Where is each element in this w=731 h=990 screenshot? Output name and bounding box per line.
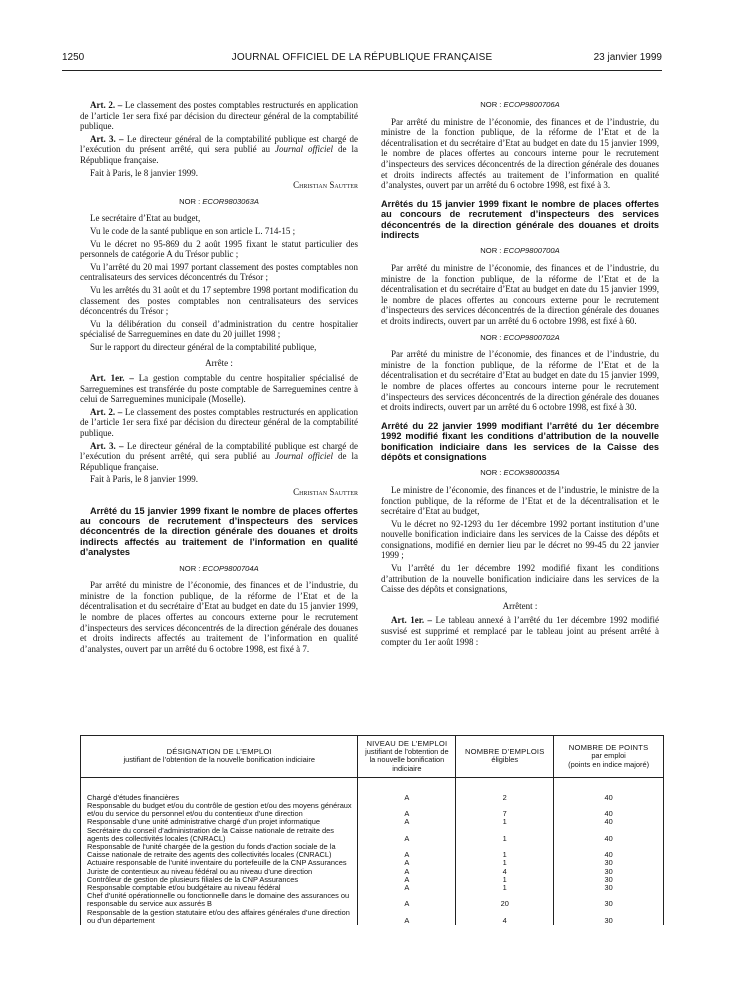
right-column [381, 100, 659, 649]
table-row [81, 892, 664, 908]
arretent: Arrêtent : [502, 600, 538, 611]
points-cell: 40 [554, 802, 664, 818]
table-row [81, 843, 664, 859]
niveau-cell: A [358, 794, 456, 802]
vu-2: Vu le décret no 95-869 du 2 août 1995 fixant le statut particulier des personnels de catégorie A du Trésor public ; [80, 238, 358, 260]
nor-reference-3: NOR : ECOP9800706A [480, 100, 560, 109]
points-cell: 30 [554, 909, 664, 925]
nor-reference-5: NOR : ECOP9800702A [480, 332, 560, 342]
designation-cell: Chargé d’études financières [81, 794, 358, 802]
niveau-cell: A [358, 884, 456, 892]
decree-title-1: Arrêté du 15 janvier 1999 fixant le nombre de places offertes au concours de recrutement d’inspecteurs des services déconcentrés de la direction générale des douanes et droits indirects affectés au traitement de l’information en qualité d’analystes [80, 505, 358, 558]
nbi-table [80, 735, 664, 925]
niveau-cell: A [358, 802, 456, 818]
nor-reference-6: NOR : ECOK9800035A [480, 468, 560, 478]
header-rule [62, 70, 662, 71]
designation-cell: Contrôleur de gestion de plusieurs filiales de la CNP Assurances [81, 876, 358, 884]
header-nombre-points: NOMBRE DE POINTS par emploi (points en indice majoré) [554, 736, 664, 778]
designation-cell: Secrétaire du conseil d’administration de la Caisse nationale de retraite des agents des collectivités locales (CNRACL) [81, 827, 358, 843]
table-row [81, 909, 664, 925]
designation-cell: Responsable de l’unité chargée de la gestion du fonds d’action sociale de la Caisse nationale de retraite des agents des collectivités locales (CNRACL) [81, 843, 358, 859]
signature: Christian Sautter [293, 180, 358, 191]
niveau-cell: A [358, 892, 456, 908]
decree-paragraph-5: Le ministre de l’économie, des finances et de l’industrie, le ministre de la fonction publique, de la réforme de l’Etat et de la décentralisation et le secrétaire d’Etat au budget, [381, 484, 659, 517]
nor-reference-4: NOR : ECOP9800700A [480, 246, 560, 256]
article-2b: Art. 2. – Le classement des postes comptables restructurés en application de l’article 1er sera fixé par décision du directeur général de la comptabilité publique. [80, 406, 358, 439]
points-cell: 30 [554, 876, 664, 884]
emplois-cell: 20 [456, 892, 554, 908]
designation-cell: Chef d’unité opérationnelle ou fonctionnelle dans le domaine des assurances ou responsable du service aux assurés B [81, 892, 358, 908]
nor-reference: NOR : ECOR9803063A [179, 196, 259, 206]
designation-cell: Responsable d’une unité administrative chargé d’un projet informatique [81, 818, 358, 826]
vu-1: Vu le code de la santé publique en son article L. 714-15 ; [90, 225, 296, 236]
intro: Le secrétaire d’Etat au budget, [90, 213, 201, 224]
nor-reference-2: NOR : ECOP9800704A [179, 563, 259, 573]
emplois-cell: 4 [456, 868, 554, 876]
points-cell: 30 [554, 884, 664, 892]
points-cell: 30 [554, 892, 664, 908]
decree-paragraph-3: Par arrêté du ministre de l’économie, des finances et de l’industrie, du ministre de la fonction publique, de la réforme de l’Etat et de la décentralisation et du secrétaire d’Etat au budget en date du 15 janvier 1999, le nombre de places offertes au concours externe pour le recrutement d’inspecteurs des services déconcentrés de la direction générale des douanes et droits indirects, ouvert par un arrêté du 6 octobre 1998, est fixé à 60. [381, 262, 659, 326]
niveau-cell: A [358, 827, 456, 843]
emplois-cell: 1 [456, 818, 554, 826]
emplois-cell: 1 [456, 876, 554, 884]
designation-cell: Responsable du budget et/ou du contrôle de gestion et/ou des moyens généraux et/ou du service du personnel et/ou du contentieux d’une direction [81, 802, 358, 818]
points-cell: 40 [554, 827, 664, 843]
vu-3: Vu l’arrêté du 20 mai 1997 portant classement des postes comptables non centralisateurs des services déconcentrés du Trésor ; [80, 261, 358, 283]
table-row [81, 802, 664, 818]
vu-6: Sur le rapport du directeur général de la comptabilité publique, [90, 341, 317, 352]
decree-paragraph-1: Par arrêté du ministre de l’économie, des finances et de l’industrie, du ministre de la fonction publique, de la réforme de l’Etat et de la décentralisation et du secrétaire d’Etat au budget en date du 15 janvier 1999, le nombre de places offertes au concours externe pour le recrutement d’inspecteurs des services déconcentrés de la direction générale des douanes et droits indirects affectés au traitement de l’information en qualité d’analystes, ouvert par un arrêté du 6 octobre 1998, est fixé à 7. [80, 580, 358, 654]
fait-line: Fait à Paris, le 8 janvier 1999. [90, 167, 198, 178]
table-body [81, 777, 664, 925]
points-cell: 40 [554, 843, 664, 859]
signature-2: Christian Sautter [293, 487, 358, 497]
emplois-cell: 7 [456, 802, 554, 818]
article-2: Art. 2. – Le classement des postes comptables restructurés en application de l’article 1er sera fixé par décision du directeur général de la comptabilité publique. [80, 100, 358, 132]
vu-5: Vu la délibération du conseil d’administration du centre hospitalier spécialisé de Sarreguemines en date du 20 juillet 1998 ; [80, 318, 358, 340]
emplois-cell: 1 [456, 884, 554, 892]
points-cell: 30 [554, 859, 664, 867]
points-cell: 40 [554, 794, 664, 802]
journal-title: JOURNAL OFFICIEL DE LA RÉPUBLIQUE FRANÇAISE [231, 52, 493, 63]
emplois-cell: 1 [456, 843, 554, 859]
article-1: Art. 1er. – La gestion comptable du centre hospitalier spécialisé de Sarreguemines est transférée du poste comptable de Sarreguemines centre à celui de Sarreguemines municipale (Moselle). [80, 373, 358, 405]
niveau-cell: A [358, 868, 456, 876]
page-number: 1250 [62, 52, 85, 63]
niveau-cell: A [358, 818, 456, 826]
points-cell: 40 [554, 818, 664, 826]
table-row [81, 827, 664, 843]
niveau-cell: A [358, 859, 456, 867]
points-cell: 30 [554, 868, 664, 876]
designation-cell: Juriste de contentieux au niveau fédéral ou au niveau d’une direction [81, 868, 358, 876]
arrete: Arrête : [205, 358, 233, 369]
designation-cell: Responsable comptable et/ou budgétaire au niveau fédéral [81, 884, 358, 892]
header-nombre-emplois: NOMBRE D’EMPLOIS éligibles [456, 736, 554, 778]
decree-title-2: Arrêtés du 15 janvier 1999 fixant le nombre de places offertes au concours de recrutement d’inspecteurs des services déconcentrés de la direction générale des douanes et droits indirects [381, 198, 659, 240]
article-3b: Art. 3. – Le directeur général de la comptabilité publique est chargé de l’exécution du présent arrêté, qui sera publié au Journal officiel de la République française. [80, 440, 359, 472]
niveau-cell: A [358, 843, 456, 859]
issue-date: 23 janvier 1999 [593, 52, 662, 63]
table-header-row [81, 736, 664, 778]
designation-cell: Actuaire responsable de l’unité inventaire du portefeuille de la CNP Assurances [81, 859, 358, 867]
article-1-c: Art. 1er. – Le tableau annexé à l’arrêté du 1er décembre 1992 modifié susvisé est supprimé et remplacé par le tableau joint au présent arrêté à compter du 1er août 1998 : [381, 615, 659, 647]
emplois-cell: 2 [456, 794, 554, 802]
designation-cell: Responsable de la gestion statutaire et/ou des affaires générales d’une direction ou d’un département [81, 909, 358, 925]
decree-paragraph-6: Vu le décret no 92-1293 du 1er décembre 1992 portant institution d’une nouvelle bonification indiciaire dans les services de la Caisse des dépôts et consignations, modifié en dernier lieu par le décret no 99-45 du 22 janvier 1999 ; [381, 518, 659, 561]
niveau-cell: A [358, 876, 456, 884]
left-column [80, 100, 358, 656]
emplois-cell: 1 [456, 827, 554, 843]
header-niveau: NIVEAU DE L’EMPLOI justifiant de l’obtention de la nouvelle bonification indiciaire [358, 736, 456, 778]
emplois-cell: 1 [456, 859, 554, 867]
article-3: Art. 3. – Le directeur général de la comptabilité publique est chargé de l’exécution du présent arrêté, qui sera publié au Journal officiel de la République française. [80, 133, 359, 165]
decree-paragraph-4: Par arrêté du ministre de l’économie, des finances et de l’industrie, du ministre de la fonction publique, de la réforme de l’Etat et de la décentralisation et du secrétaire d’Etat au budget en date du 15 janvier 1999, le nombre de places offertes au concours interne pour le recrutement d’inspecteurs des services déconcentrés de la direction générale des douanes et droits indirects, ouvert par un arrêté du 6 octobre 1998, est fixé à 30. [381, 349, 659, 413]
header-designation: DÉSIGNATION DE L’EMPLOI justifiant de l’obtention de la nouvelle bonification indiciaire [81, 736, 358, 778]
fait-line-2: Fait à Paris, le 8 janvier 1999. [90, 474, 198, 485]
page-header [62, 52, 662, 68]
decree-paragraph-2: Par arrêté du ministre de l’économie, des finances et de l’industrie, du ministre de la fonction publique, de la réforme de l’Etat et de la décentralisation et du secrétaire d’Etat au budget en date du 15 janvier 1999, le nombre de places offertes au concours interne pour le recrutement d’inspecteurs des services déconcentrés de la direction générale des douanes et droits indirects affectés au traitement de l’information en qualité d’analystes, ouvert par un arrêté du 6 octobre 1998, est fixé à 3. [381, 116, 659, 191]
emplois-cell: 4 [456, 909, 554, 925]
niveau-cell: A [358, 909, 456, 925]
vu-4: Vu les arrêtés du 31 août et du 17 septembre 1998 portant modification du classement des postes comptables non centralisateurs des services déconcentrés du Trésor ; [80, 284, 358, 317]
decree-title-3: Arrêté du 22 janvier 1999 modifiant l’arrêté du 1er décembre 1992 modifié fixant les conditions d’attribution de la nouvelle bonification indiciaire dans les services de la Caisse des dépôts et consignations [381, 420, 659, 462]
decree-paragraph-7: Vu l’arrêté du 1er décembre 1992 modifié fixant les conditions d’attribution de la nouvelle bonification indiciaire dans les services de la Caisse des dépôts et consignations, [381, 563, 659, 595]
